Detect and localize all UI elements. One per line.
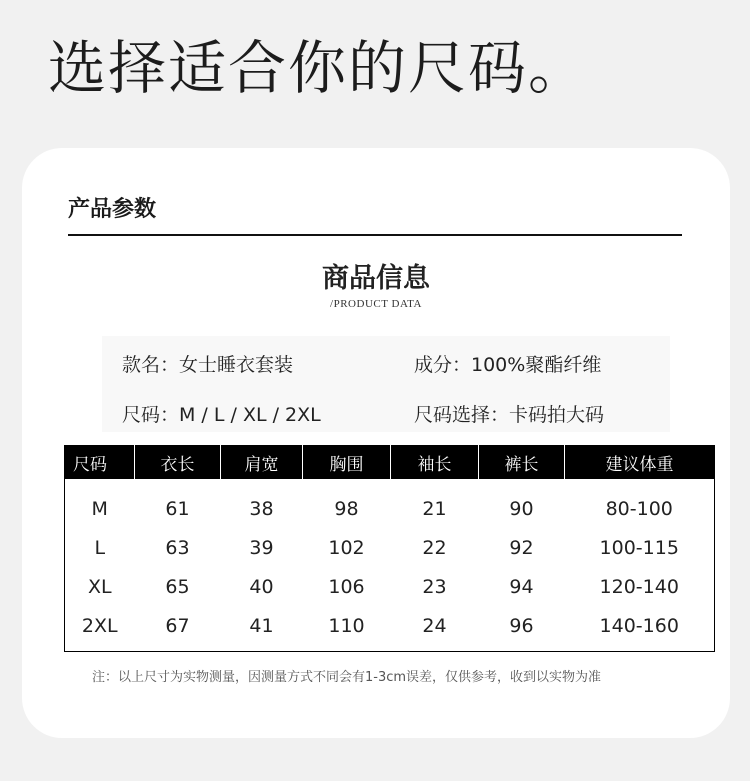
product-parameters-card	[22, 148, 730, 738]
page-headline: 选择适合你的尺码。	[48, 34, 589, 102]
table-cell: L	[94, 536, 106, 559]
size-choice-tip: 尺码选择：卡码拍大码	[414, 404, 605, 426]
table-cell: 38	[249, 497, 274, 520]
section-title: 产品参数	[68, 197, 157, 222]
product-info-title: 商品信息	[322, 263, 430, 294]
table-header-row	[65, 446, 715, 480]
table-cell: 98	[334, 497, 359, 520]
available-sizes: 尺码：M / L / XL / 2XL	[122, 404, 321, 426]
table-cell: 80-100	[605, 497, 673, 520]
column-header: 胸围	[303, 446, 391, 480]
column-header: 衣长	[135, 446, 221, 480]
table-row	[65, 567, 715, 606]
table-cell: 100-115	[599, 536, 679, 559]
table-row	[65, 528, 715, 567]
table-cell: 92	[509, 536, 534, 559]
table-cell: 39	[249, 536, 274, 559]
table-row	[65, 479, 715, 528]
table-cell: 65	[165, 575, 190, 598]
table-cell: 24	[422, 614, 447, 637]
composition: 成分：100%聚酯纤维	[414, 354, 602, 376]
column-header: 裤长	[479, 446, 565, 480]
table-cell: 21	[422, 497, 447, 520]
table-cell: 67	[165, 614, 190, 637]
measurement-note: 注：以上尺寸为实物测量，因测量方式不同会有1-3cm误差，仅供参考，收到以实物为准	[92, 670, 602, 685]
table-cell: 2XL	[81, 614, 118, 637]
table-cell: 94	[509, 575, 534, 598]
table-cell: XL	[87, 575, 112, 598]
table-cell: 90	[509, 497, 534, 520]
table-row	[65, 606, 715, 652]
product-info-box	[102, 336, 670, 432]
table-cell: 63	[165, 536, 190, 559]
product-info-subtitle: /PRODUCT DATA	[330, 298, 422, 310]
item-name: 款名：女士睡衣套装	[122, 354, 294, 376]
column-header: 肩宽	[221, 446, 303, 480]
table-cell: M	[91, 497, 108, 520]
table-cell: 22	[422, 536, 447, 559]
table-cell: 106	[328, 575, 365, 598]
section-divider	[68, 234, 682, 236]
table-cell: 140-160	[599, 614, 679, 637]
table-cell: 61	[165, 497, 190, 520]
column-header: 尺码	[65, 446, 135, 480]
table-cell: 102	[328, 536, 365, 559]
table-cell: 23	[422, 575, 447, 598]
table-cell: 41	[249, 614, 274, 637]
column-header: 建议体重	[565, 446, 715, 480]
table-cell: 40	[249, 575, 274, 598]
column-header: 袖长	[391, 446, 479, 480]
table-cell: 110	[328, 614, 365, 637]
size-chart-table	[64, 445, 715, 652]
table-cell: 120-140	[599, 575, 679, 598]
table-cell: 96	[509, 614, 534, 637]
